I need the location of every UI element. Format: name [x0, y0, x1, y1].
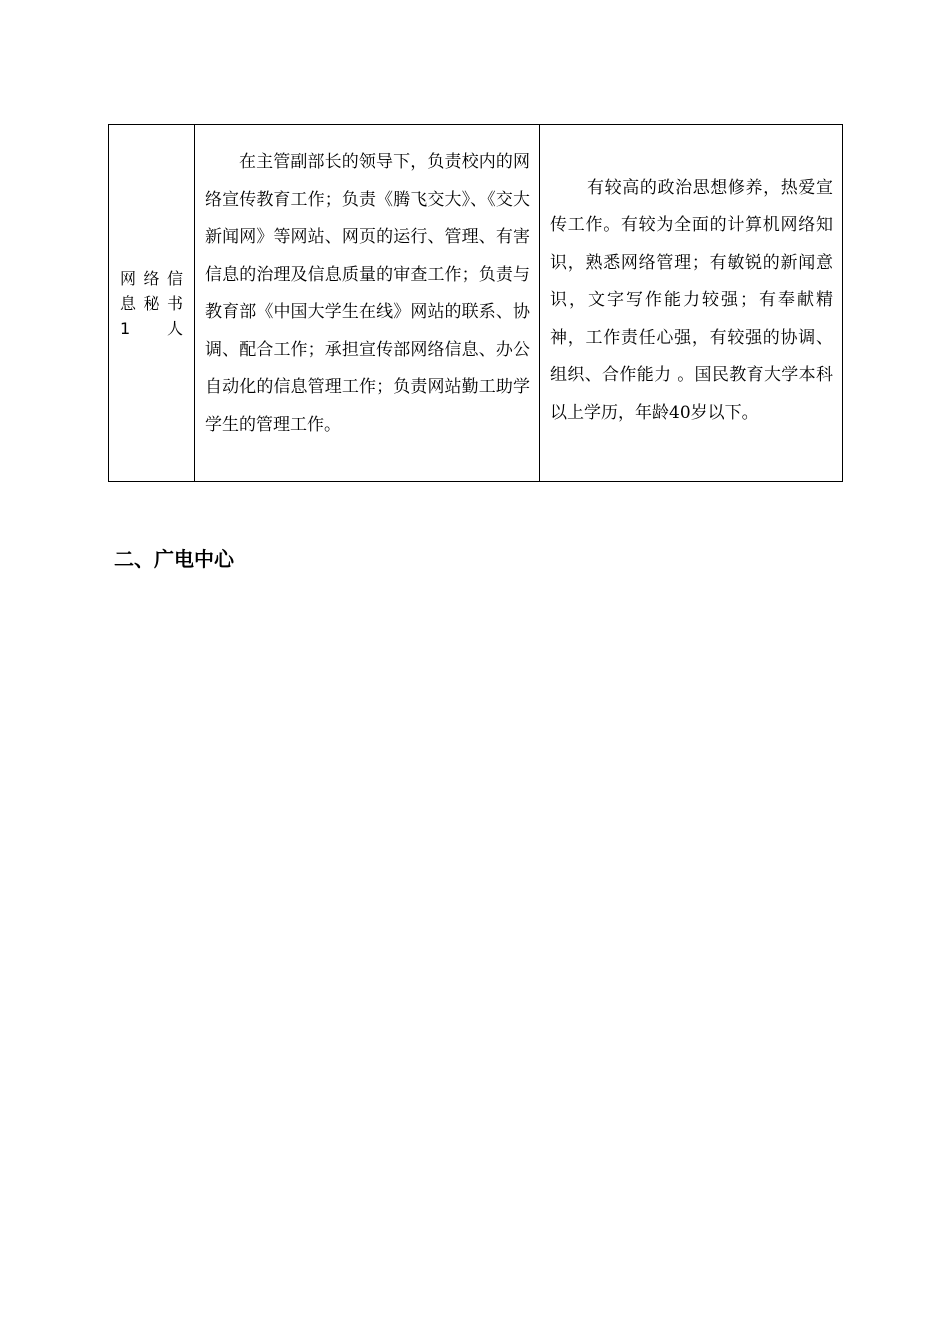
- position-cell: [109, 125, 195, 482]
- requirements-cell: [540, 125, 843, 482]
- table-row: [109, 125, 843, 482]
- section-heading: 二、广电中心: [114, 547, 234, 571]
- requirements-text: 有较高的政治思想修养，热爱宣传工作。有较为全面的计算机网络知识，熟悉网络管理；有敏锐的新闻意识，文字写作能力较强；有奉献精神，工作责任心强，有较强的协调、组织、合作能力 。国民教育大学本科以上学历，年龄40岁以下。: [550, 177, 833, 423]
- duties-text: 在主管副部长的领导下，负责校内的网络宣传教育工作；负责《腾飞交大》、《交大新闻网》等网站、网页的运行、管理、有害信息的治理及信息质量的审查工作；负责与教育部《中国大学生在线》网站的联系、协调、配合工作；承担宣传部网络信息、办公自动化的信息管理工作；负责网站勤工助学学生的管理工作。: [205, 152, 530, 435]
- position-title: 网络信息秘书1人: [120, 268, 185, 338]
- job-table: [108, 124, 843, 482]
- duties-cell: [195, 125, 540, 482]
